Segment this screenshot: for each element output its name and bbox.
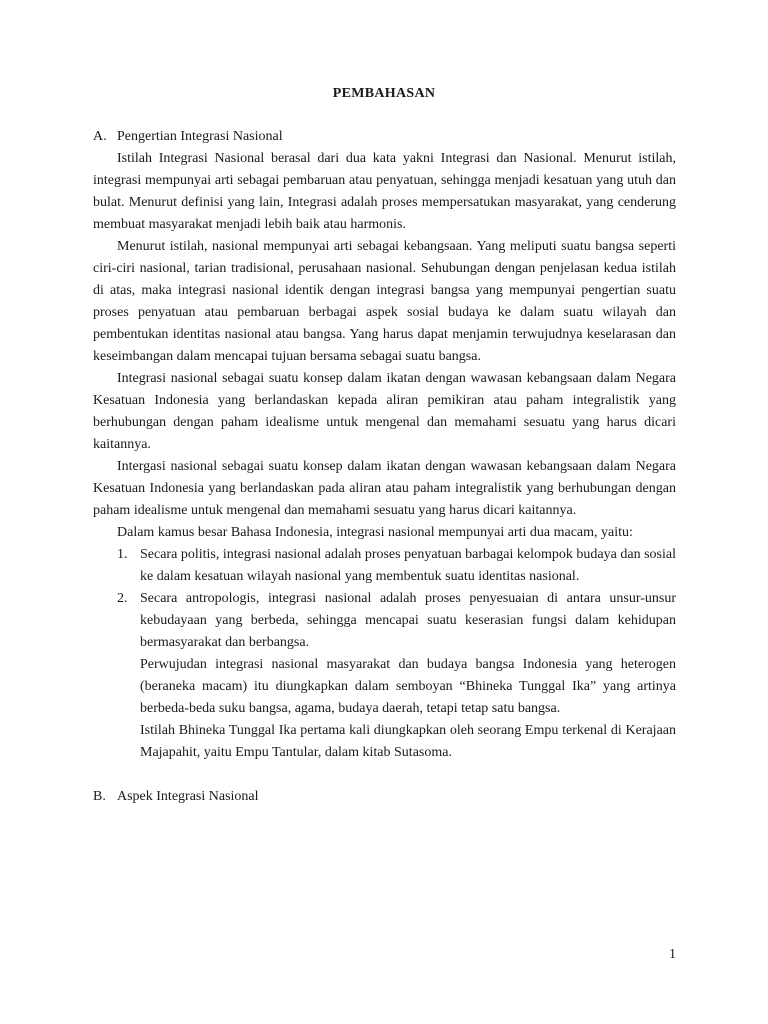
list-item-text: Secara politis, integrasi nasional adalah proses penyatuan barbagai kelompok budaya dan sosial ke dalam kesatuan wilayah nasional yang membentuk suatu identitas nasional. bbox=[140, 547, 676, 584]
paragraph: Dalam kamus besar Bahasa Indonesia, integrasi nasional mempunyai arti dua macam, yaitu: bbox=[117, 525, 633, 540]
section-a-title: Pengertian Integrasi Nasional bbox=[117, 129, 283, 144]
list-item-text: Perwujudan integrasi nasional masyarakat dan budaya bangsa Indonesia yang heterogen (beraneka macam) itu diungkapkan dalam semboyan “Bhineka Tunggal Ika” yang artinya berbeda-beda suku bangsa, agama, budaya daerah, tetapi tetap satu bangsa. bbox=[140, 657, 676, 716]
list-item-number: 2. bbox=[117, 591, 128, 606]
section-a-letter: A. bbox=[93, 129, 107, 144]
document-body bbox=[93, 126, 676, 808]
list-item-text: Secara antropologis, integrasi nasional adalah proses penyesuaian di antara unsur-unsur kebudayaan yang berbeda, sehingga mencapai suatu keserasian fungsi dalam kehidupan bermasyarakat dan berbangsa. bbox=[140, 591, 676, 650]
paragraph: Istilah Integrasi Nasional berasal dari dua kata yakni Integrasi dan Nasional. Menurut istilah, integrasi mempunyai arti sebagai pembaruan atau penyatuan, sehingga menjadi kesatuan yang utuh dan bulat. Menurut definisi yang lain, Integrasi adalah proses mempersatukan masyarakat, yang cenderung membuat masyarakat menjadi lebih baik atau harmonis. bbox=[93, 151, 676, 232]
page-title: PEMBAHASAN bbox=[332, 86, 436, 101]
section-b-heading bbox=[93, 786, 676, 808]
numbered-list bbox=[93, 544, 676, 764]
section-spacer bbox=[93, 764, 676, 786]
section-b-letter: B. bbox=[93, 789, 106, 804]
list-item-number: 1. bbox=[117, 547, 128, 562]
paragraph: Integrasi nasional sebagai suatu konsep dalam ikatan dengan wawasan kebangsaan dalam Negara Kesatuan Indonesia yang berlandaskan kepada aliran pemikiran atau paham integralistik yang berhubungan dengan paham idealisme untuk mengenal dan memahami sesuatu yang harus dicari kaitannya. bbox=[93, 371, 676, 452]
section-b-title: Aspek Integrasi Nasional bbox=[117, 789, 259, 804]
paragraph: Menurut istilah, nasional mempunyai arti sebagai kebangsaan. Yang meliputi suatu bangsa seperti ciri-ciri nasional, tarian tradisional, perusahaan nasional. Sehubungan dengan penjelasan kedua istilah di atas, maka integrasi nasional identik dengan integrasi bangsa yang mempunyai pengertian suatu proses penyatuan atau pembaruan berbagai aspek sosial budaya ke dalam suatu wilayah dan pembentukan identitas nasional atau bangsa. Yang harus dapat menjamin terwujudnya keselarasan dan keseimbangan dalam mencapai tujuan bersama sebagai suatu bangsa. bbox=[93, 239, 676, 364]
list-item bbox=[93, 588, 676, 764]
list-item bbox=[93, 544, 676, 588]
list-item-body bbox=[140, 588, 676, 764]
list-item-text: Istilah Bhineka Tunggal Ika pertama kali diungkapkan oleh seorang Empu terkenal di Kerajaan Majapahit, yaitu Empu Tantular, dalam kitab Sutasoma. bbox=[140, 723, 676, 760]
page-number: 1 bbox=[669, 947, 676, 962]
section-a-heading bbox=[93, 126, 676, 148]
paragraph: Intergasi nasional sebagai suatu konsep dalam ikatan dengan wawasan kebangsaan dalam Negara Kesatuan Indonesia yang berlandaskan pada aliran atau paham integralistik yang berhubungan dengan paham idealisme untuk mengenal dan memahami sesuatu yang harus dicari kaitannya. bbox=[93, 459, 676, 518]
list-item-body bbox=[140, 544, 676, 588]
